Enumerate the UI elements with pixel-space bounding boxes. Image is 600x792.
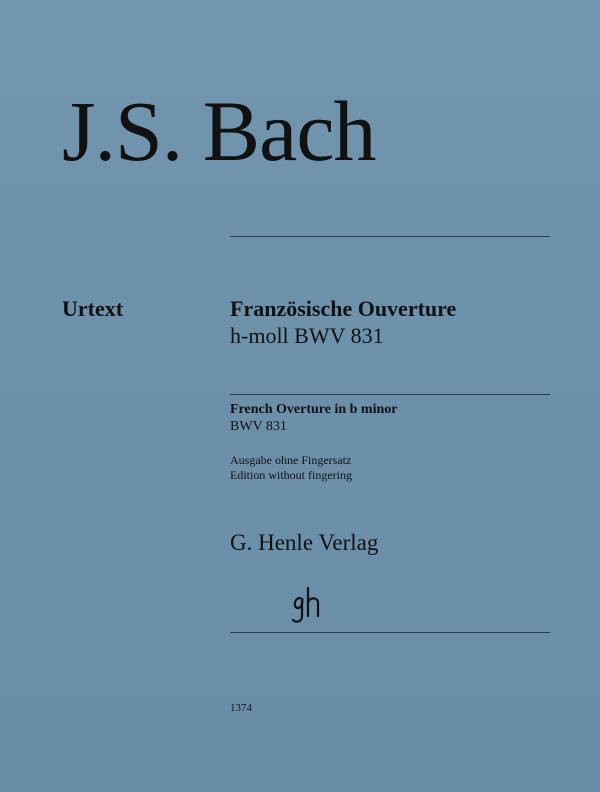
catalog-number: 1374 xyxy=(230,702,252,714)
divider-middle xyxy=(230,394,550,395)
publisher-name: G. Henle Verlag xyxy=(230,530,379,555)
title-english: French Overture in b minor xyxy=(230,402,398,417)
divider-top xyxy=(230,236,550,237)
edition-note-english: Edition without fingering xyxy=(230,468,352,482)
composer-name: J.S. Bach xyxy=(62,83,376,179)
edition-note-german: Ausgabe ohne Fingersatz xyxy=(230,453,352,467)
henle-logo-icon xyxy=(288,586,324,626)
series-label: Urtext xyxy=(62,296,124,321)
subtitle-german: h-moll BWV 831 xyxy=(230,323,384,348)
subtitle-english: BWV 831 xyxy=(230,419,287,434)
divider-bottom xyxy=(230,632,550,633)
title-german: Französische Ouverture xyxy=(230,296,457,321)
